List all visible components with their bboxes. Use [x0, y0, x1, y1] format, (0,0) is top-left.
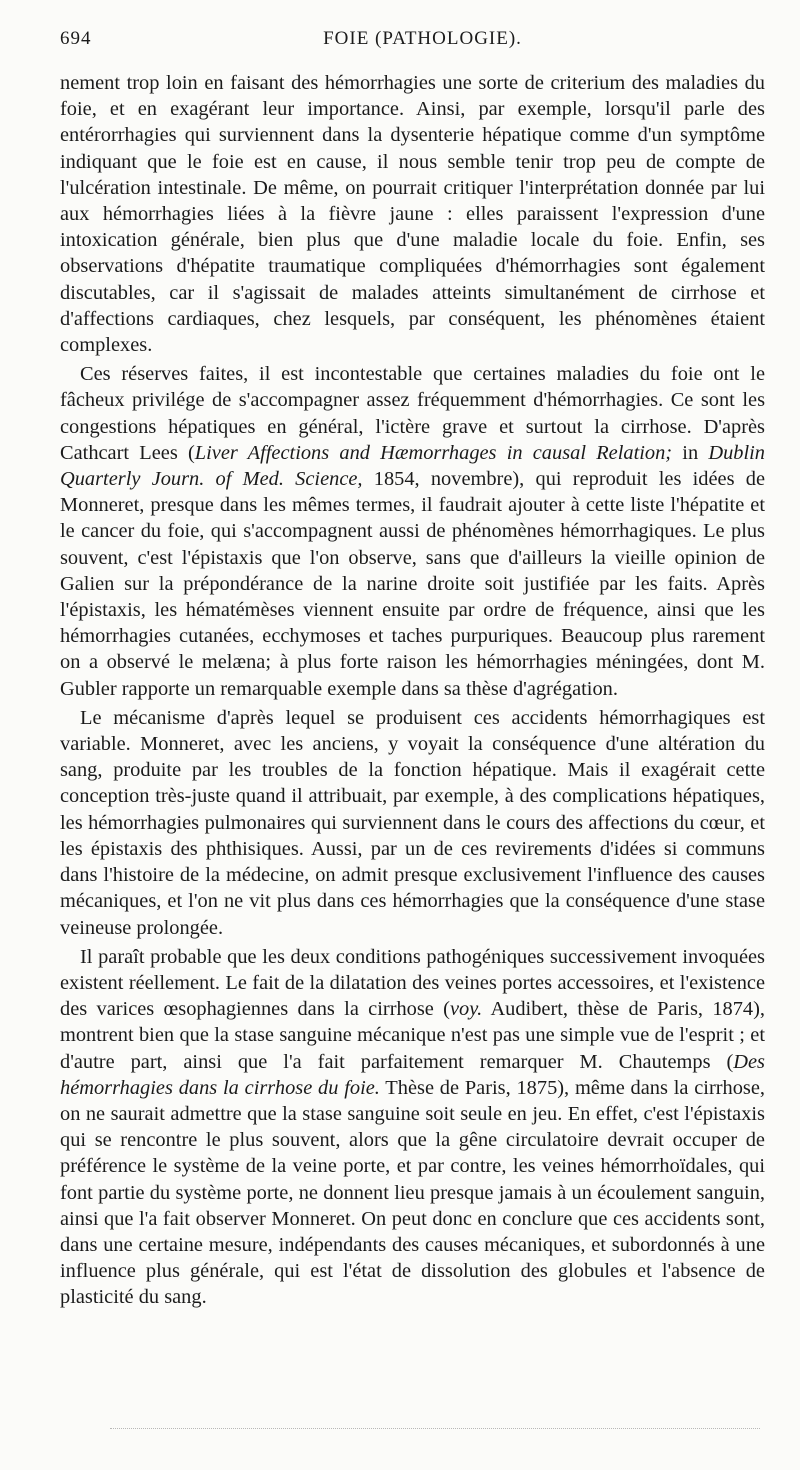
paragraph-4-text-c: Thèse de Paris, 1875), même dans la cirrhose, on ne saurait admettre que la stase sanguine soit seule en jeu. En effet, c'est l'épistaxis qui se rencontre le plus souvent, alors que la gêne circulatoire devrait occuper de préférence le système de la veine porte, et par contre, les veines hémorrhoïdales, qui font partie du système porte, ne donnent lieu presque jamais à un écoulement sanguin, ainsi que l'a fait observer Monneret. On peut donc en conclure que ces accidents sont, dans une certaine mesure, indépendants des causes mécaniques, et subordonnés à une influence plus générale, qui est l'état de dissolution des globules et l'absence de plasticité du sang.: [60, 1076, 765, 1309]
paragraph-2-citation-title: Liver Affections and Hæmorrhages in causal Relation;: [194, 441, 673, 464]
paragraph-4-thesis-title: Des hémorrhagies dans la cirrhose du foie.: [60, 1050, 765, 1099]
page-body: [60, 70, 765, 1311]
paragraph-4: [60, 944, 765, 1311]
paragraph-2: [60, 361, 765, 702]
page-header: [60, 28, 765, 58]
paragraph-2-text-b: in: [672, 441, 709, 464]
paragraph-1: [60, 70, 765, 358]
footer-rule: [110, 1428, 760, 1429]
paragraph-2-text-c: 1854, novembre), qui reproduit les idées de Monneret, presque dans les mêmes termes, il faudrait ajouter à cette liste l'hépatite et le cancer du foie, qui s'accompagnent aussi de phénomènes hémorrhagiques. Le plus souvent, c'est l'épistaxis que l'on observe, sans que d'ailleurs la vieille opinion de Galien sur la prépondérance de la narine droite soit justifiée par les faits. Après l'épistaxis, les hématémèses viennent ensuite par ordre de fréquence, ainsi que les hémorrhagies cutanées, ecchymoses et taches purpuriques. Beaucoup plus rarement on a observé le melæna; à plus forte raison les hémorrhagies méningées, dont M. Gubler rapporte un remarquable exemple dans sa thèse d'agrégation.: [60, 468, 765, 700]
paragraph-2-journal-title: Dublin Quarterly Journ. of Med. Science,: [60, 441, 765, 491]
paragraph-1-text: nement trop loin en faisant des hémorrhagies une sorte de criterium des maladies du foie, et en exagérant leur importance. Ainsi, par exemple, lorsqu'il parle des entérorrhagies qui surviennent dans la dysenterie hépatique comme d'un symptôme indiquant que le foie est en cause, il nous semble tenir trop peu de compte de l'ulcération intestinale. De même, on pourrait critiquer l'interprétation donnée par lui aux hémorrhagies liées à la fièvre jaune : elles paraissent l'expression d'une intoxication générale, bien plus que d'une maladie locale du foie. Enfin, ses observations d'hépatite traumatique compliquées d'hémorrhagies sont également discutables, car il s'agissait de malades atteints simultanément de cirrhose et d'affections cardiaques, chez lesquels, par conséquent, les phénomènes étaient complexes.: [60, 72, 765, 357]
paragraph-4-text-b: Audibert, thèse de Paris, 1874), montrent bien que la stase sanguine mécanique n'est pas une simple vue de l'esprit ; et d'autre part, ainsi que l'a fait parfaitement remarquer M. Chautemps (: [60, 998, 765, 1073]
paragraph-4-voy: voy.: [449, 998, 483, 1021]
paragraph-3: [60, 705, 765, 941]
book-page: [60, 28, 765, 1311]
page-number: 694: [60, 28, 92, 49]
paragraph-3-text: Le mécanisme d'après lequel se produisent ces accidents hémorrhagiques est variable. Monneret, avec les anciens, y voyait la conséquence d'une altération du sang, produite par les troubles de la fonction hépatique. Mais il exagérait cette conception très-juste quand il attribuait, par exemple, à des complications hépatiques, les hémorrhagies pulmonaires qui surviennent dans le cours des affections du cœur, et les épistaxis des phthisiques. Aussi, par un de ces revirements d'idées si communs dans l'histoire de la médecine, on admit presque exclusivement l'influence des causes mécaniques, et l'on ne vit plus dans ces hémorrhagies que la conséquence d'une stase veineuse prolongée.: [60, 706, 765, 939]
paragraph-2-text-a: Ces réserves faites, il est incontestable que certaines maladies du foie ont le fâcheux privilége de s'accompagner assez fréquemment d'hémorrhagies. Ce sont les congestions hépatiques en général, l'ictère grave et surtout la cirrhose. D'après Cathcart Lees (: [60, 363, 765, 464]
running-head: FOIE (PATHOLOGIE).: [323, 28, 522, 49]
paragraph-4-text-a: Il paraît probable que les deux conditions pathogéniques successivement invoquées existent réellement. Le fait de la dilatation des veines portes accessoires, et l'existence des varices œsophagiennes dans la cirrhose (: [60, 945, 765, 1021]
